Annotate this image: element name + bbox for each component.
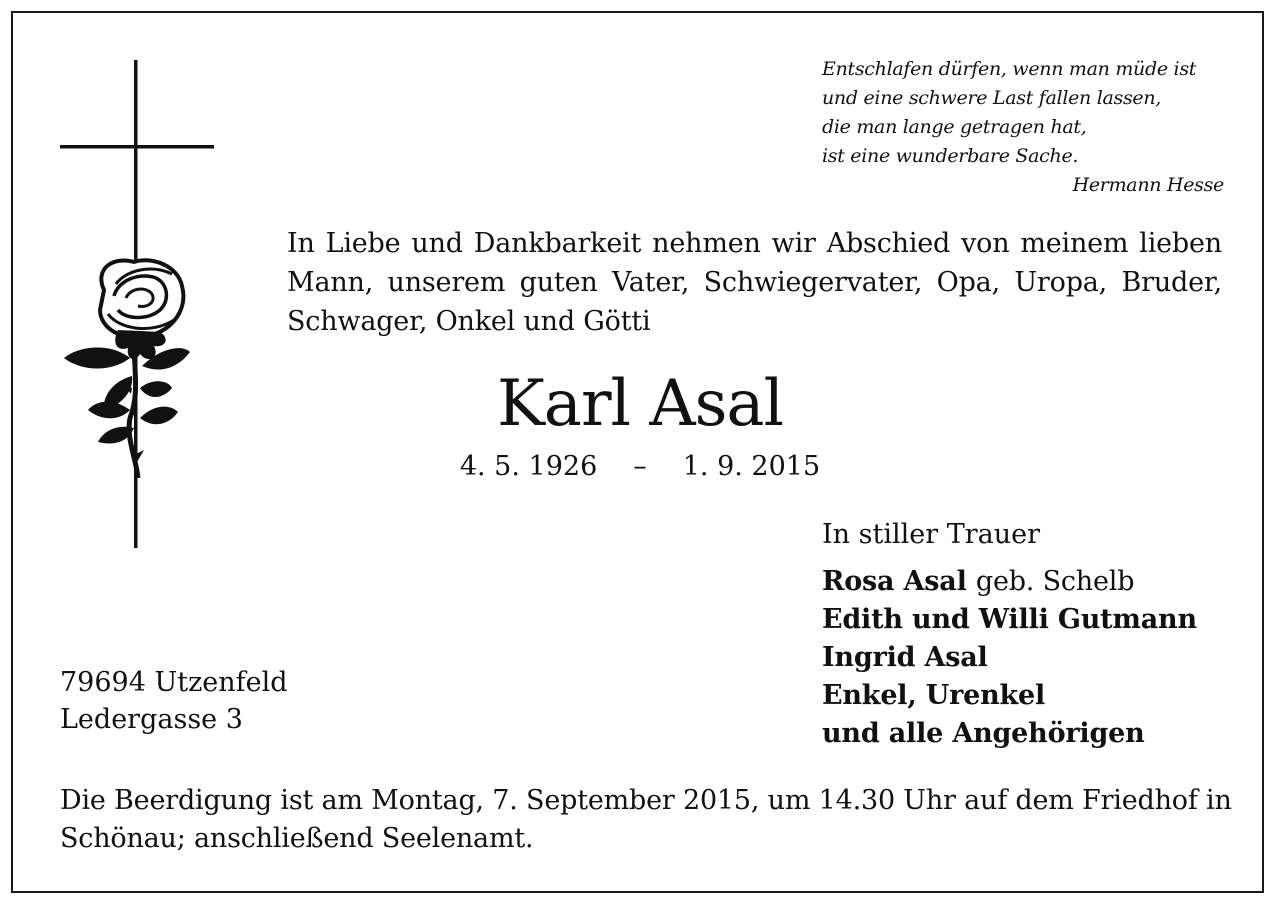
mourners-list bbox=[822, 563, 1197, 753]
address-city: 79694 Utzenfeld bbox=[60, 667, 288, 698]
mourner-name: Ingrid Asal bbox=[822, 642, 988, 673]
farewell-text bbox=[287, 224, 1222, 341]
funeral-line: Die Beerdigung ist am Montag, 7. September 2015, um 14.30 Uhr auf dem Friedhof in bbox=[60, 785, 1232, 816]
quote-block bbox=[822, 55, 1224, 200]
cross-with-rose-icon bbox=[56, 58, 220, 552]
farewell-line: In Liebe und Dankbarkeit nehmen wir Abschied von meinem lieben bbox=[287, 228, 1222, 259]
mourner-name bbox=[822, 563, 1197, 601]
maiden-name: geb. Schelb bbox=[975, 566, 1135, 597]
quote-line: die man lange getragen hat, bbox=[822, 116, 1087, 138]
funeral-line: Schönau; anschließend Seelenamt. bbox=[60, 823, 534, 854]
funeral-notice bbox=[60, 782, 1232, 858]
quote-line: Entschlafen dürfen, wenn man müde ist bbox=[822, 58, 1197, 80]
address-street: Ledergasse 3 bbox=[60, 704, 243, 735]
quote-line: und eine schwere Last fallen lassen, bbox=[822, 87, 1162, 109]
mourner-name: und alle Angehörigen bbox=[822, 718, 1145, 749]
birth-date: 4. 5. 1926 bbox=[459, 451, 598, 482]
mourner-primary: Rosa Asal bbox=[822, 566, 967, 597]
life-dates bbox=[380, 447, 900, 487]
mourner-name: Edith und Willi Gutmann bbox=[822, 604, 1197, 635]
mourning-heading: In stiller Trauer bbox=[822, 519, 1041, 550]
death-date: 1. 9. 2015 bbox=[682, 451, 821, 482]
quote-line: ist eine wunderbare Sache. bbox=[822, 145, 1079, 167]
date-separator: – bbox=[633, 451, 647, 482]
address-block bbox=[60, 664, 288, 738]
farewell-line: Mann, unserem guten Vater, Schwiegervater, Opa, Uropa, Bruder, bbox=[287, 267, 1222, 298]
farewell-line: Schwager, Onkel und Götti bbox=[287, 306, 651, 337]
quote-author: Hermann Hesse bbox=[1072, 174, 1224, 196]
mourner-name: Enkel, Urenkel bbox=[822, 680, 1046, 711]
deceased-name: Karl Asal bbox=[496, 367, 784, 441]
